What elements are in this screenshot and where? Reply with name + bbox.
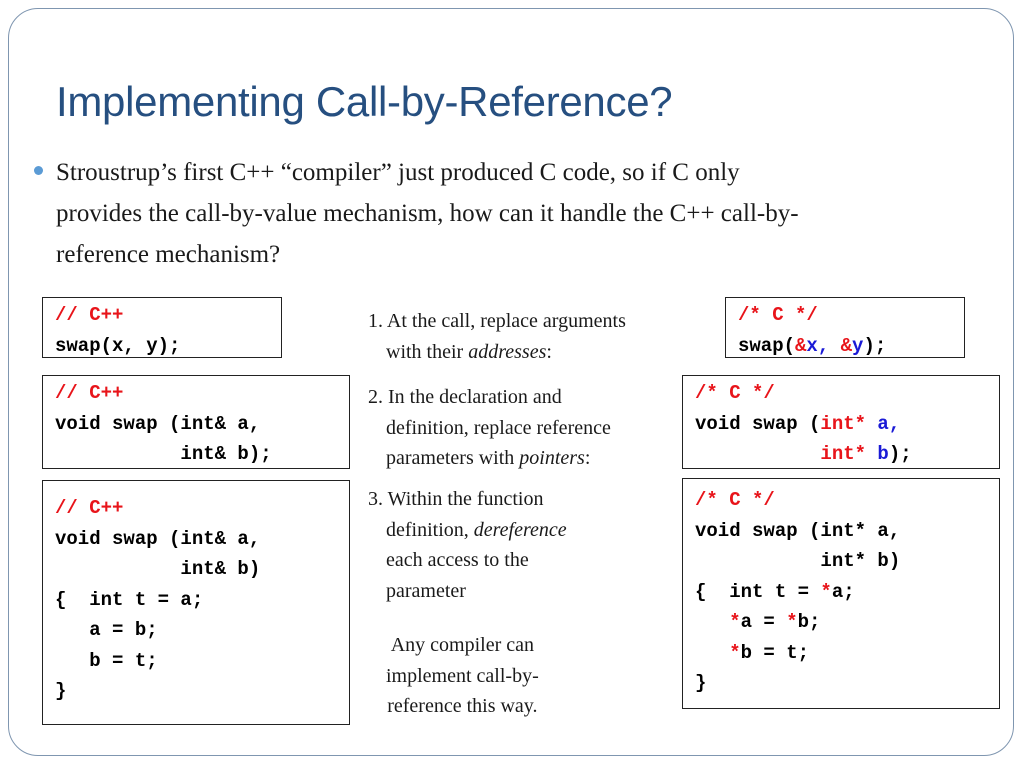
step-line: with their addresses: [386,340,552,363]
step-3-text [368,484,567,606]
step-line: 2. In the declaration and [368,386,562,408]
note-line: implement call-by- [386,664,539,687]
step-line: parameters with pointers: [386,447,591,469]
note-line: Any compiler can [390,634,534,656]
code-comment: // C++ [55,382,124,404]
code-line: int& b); [55,443,272,465]
bullet-line: Stroustrup’s first C++ “compiler” just produced C code, so if C only [56,159,740,186]
code-line: int* b) [695,550,901,572]
c-declaration-box [682,375,1000,469]
c-call-box [725,297,965,358]
c-definition-box [682,478,1000,709]
code-line: int& b) [55,558,261,580]
code-line: swap(&x, &y); [738,334,887,357]
code-line: *a = *b; [729,611,821,633]
step-1-text [368,306,626,367]
code-comment: // C++ [55,304,124,326]
conclusion-note [386,630,539,722]
cpp-declaration-box [42,375,350,469]
code-line: *b = t; [729,641,810,664]
cpp-definition-box [42,480,350,725]
code-comment: // C++ [55,497,124,519]
step-line: 1. At the call, replace arguments [368,310,626,332]
note-line: reference this way. [387,695,538,717]
code-comment: /* C */ [695,489,775,511]
code-line: { int t = a; [55,588,204,611]
code-comment: /* C */ [738,304,818,326]
code-line: } [695,672,707,694]
slide-title: Implementing Call-by-Reference? [56,78,673,125]
code-line: swap(x, y); [55,334,181,357]
step-line: definition, dereference [386,518,567,541]
code-line: void swap (int* a, [695,412,901,435]
step-line: definition, replace reference [386,416,611,439]
code-line: void swap (int* a, [695,519,901,542]
code-line: void swap (int& a, [55,527,261,550]
cpp-call-box [42,297,282,358]
bullet-line: provides the call-by-value mechanism, how can it handle the C++ call-by- [56,200,799,227]
code-line: void swap (int& a, [55,412,261,435]
step-line: each access to the [386,549,529,571]
code-line: a = b; [55,619,158,641]
step-line: parameter [386,579,466,602]
step-line: 3. Within the function [368,488,544,510]
step-2-text [368,382,611,474]
code-line: } [55,680,67,702]
code-line: b = t; [55,649,158,672]
bullet-line: reference mechanism? [56,241,281,268]
code-line: int* b); [820,443,912,465]
code-comment: /* C */ [695,382,775,404]
code-line: { int t = *a; [695,580,855,603]
bullet-text [56,152,996,275]
bullet-icon [34,166,43,175]
